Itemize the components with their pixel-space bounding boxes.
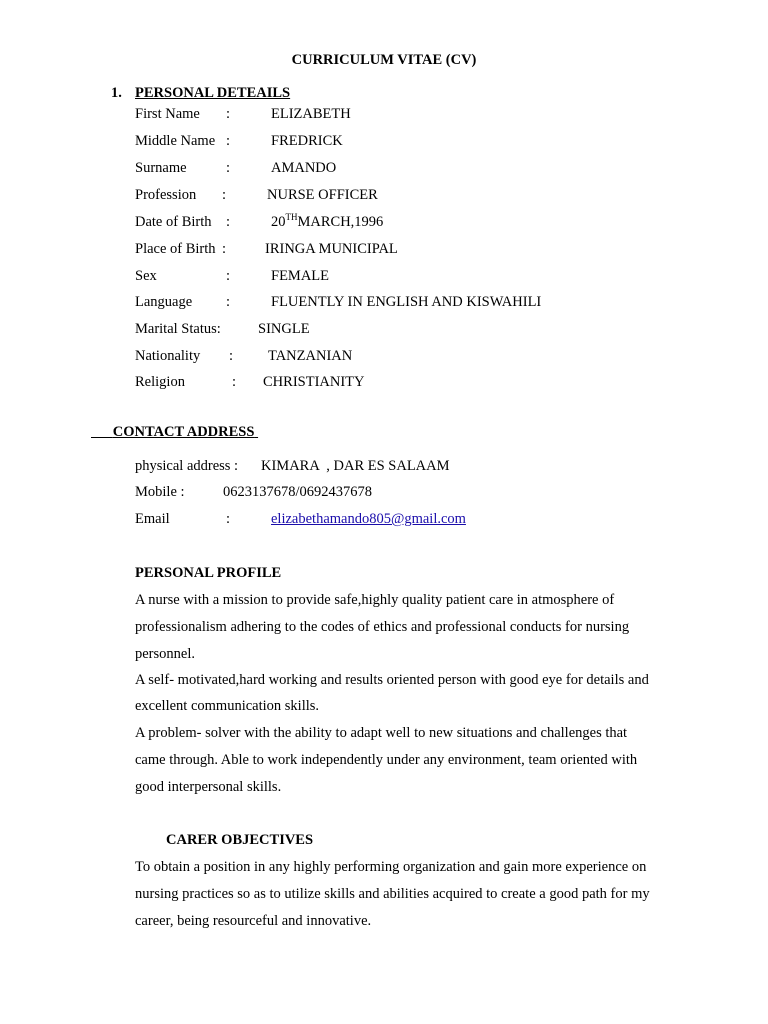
profile-line: A nurse with a mission to provide safe,highly quality patient care in atmosphere of [135, 592, 615, 608]
profile-line: good interpersonal skills. [135, 779, 282, 795]
career-objectives-heading: CARER OBJECTIVES [166, 832, 314, 848]
surname-value: AMANDO [271, 160, 337, 176]
surname-label: Surname [135, 160, 187, 176]
section-number: 1. [111, 85, 122, 101]
profile-line: personnel. [135, 646, 195, 662]
profile-line: A self- motivated,hard working and results oriented person with good eye for details and [135, 672, 649, 688]
profile-line: A problem- solver with the ability to adapt well to new situations and challenges that [135, 725, 628, 741]
email-sep: : [226, 511, 231, 527]
profession-label: Profession [135, 187, 197, 203]
language-label: Language [135, 294, 193, 310]
personal-profile-heading: PERSONAL PROFILE [135, 565, 282, 581]
date-of-birth-value [271, 214, 383, 231]
document-title: CURRICULUM VITAE (CV) [291, 52, 477, 68]
sex-label: Sex [135, 268, 157, 284]
email-label: Email [135, 511, 170, 527]
surname-sep: : [226, 160, 231, 176]
language-sep: : [226, 294, 231, 310]
dob-ordinal: TH [285, 212, 298, 222]
objectives-line: To obtain a position in any highly performing organization and gain more experience on [135, 859, 647, 875]
contact-address-heading [91, 424, 258, 441]
mobile-value: 0623137678/0692437678 [223, 484, 373, 500]
physical-address-value: KIMARA , DAR ES SALAAM [261, 458, 450, 474]
place-of-birth-sep: : [222, 241, 227, 257]
contact-heading-text: CONTACT ADDRESS [112, 424, 255, 440]
first-name-label: First Name [135, 106, 200, 122]
middle-name-value: FREDRICK [271, 133, 343, 149]
email-link[interactable]: elizabethamando805@gmail.com [271, 511, 466, 527]
profile-line: excellent communication skills. [135, 698, 320, 714]
first-name-sep: : [226, 106, 231, 122]
personal-details-heading: PERSONAL DETEAILS [135, 85, 291, 101]
place-of-birth-value: IRINGA MUNICIPAL [265, 241, 398, 257]
nationality-value: TANZANIAN [268, 348, 353, 364]
religion-value: CHRISTIANITY [263, 374, 365, 390]
profession-sep: : [222, 187, 227, 203]
middle-name-label: Middle Name [135, 133, 216, 149]
sex-sep: : [226, 268, 231, 284]
date-of-birth-label: Date of Birth [135, 214, 212, 230]
mobile-label: Mobile : [135, 484, 185, 500]
profession-value: NURSE OFFICER [267, 187, 378, 203]
marital-status-value: SINGLE [258, 321, 310, 337]
first-name-value: ELIZABETH [271, 106, 351, 122]
dob-month-year: MARCH,1996 [297, 214, 384, 230]
profile-line: came through. Able to work independently under any environment, team oriented with [135, 752, 638, 768]
objectives-line: career, being resourceful and innovative. [135, 913, 372, 929]
marital-status-label: Marital Status: [135, 321, 221, 337]
language-value: FLUENTLY IN ENGLISH AND KISWAHILI [271, 294, 542, 310]
date-of-birth-sep: : [226, 214, 231, 230]
dob-day: 20 [271, 214, 286, 230]
religion-sep: : [232, 374, 237, 390]
sex-value: FEMALE [271, 268, 329, 284]
middle-name-sep: : [226, 133, 231, 149]
place-of-birth-label: Place of Birth [135, 241, 216, 257]
nationality-sep: : [229, 348, 234, 364]
profile-line: professionalism adhering to the codes of ethics and professional conducts for nursing [135, 619, 630, 635]
nationality-label: Nationality [135, 348, 201, 364]
objectives-line: nursing practices so as to utilize skills and abilities acquired to create a good path for my [135, 886, 650, 902]
religion-label: Religion [135, 374, 185, 390]
physical-address-label: physical address : [135, 458, 239, 474]
